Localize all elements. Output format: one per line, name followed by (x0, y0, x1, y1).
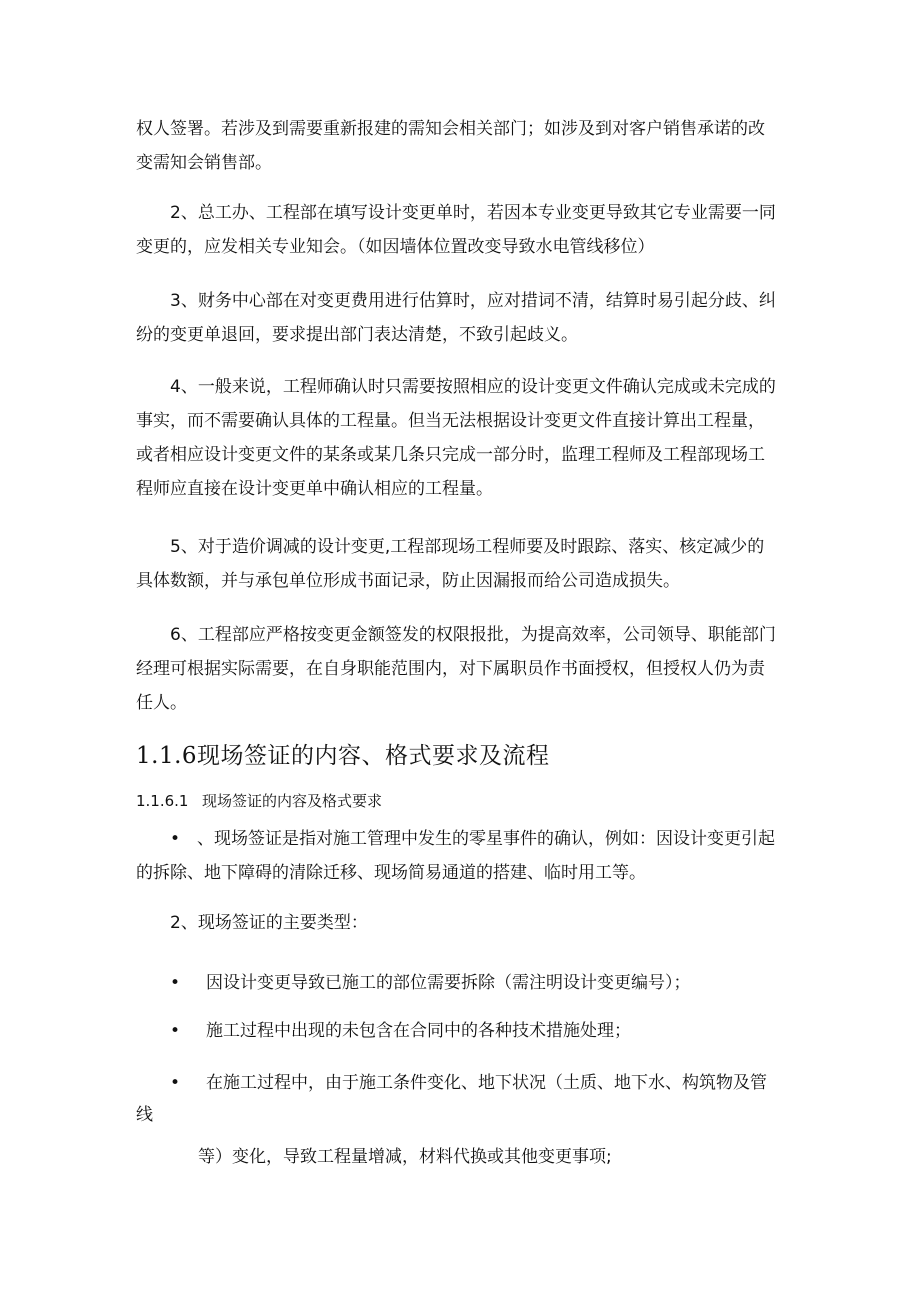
bullet-icon: • (170, 973, 181, 993)
signature-definition-paragraph: • 、现场签证是指对施工管理中发生的零星事件的确认，例如：因设计变更引起的拆除、地下障碍的清除迁移、现场简易通道的搭建、临时用工等。 (136, 829, 776, 883)
subsection-number: 1.1.6.1 (136, 792, 189, 810)
signature-types-heading: 2、现场签证的主要类型： (170, 913, 368, 933)
paragraph-item-3: 3、财务中心部在对变更费用进行估算时，应对措词不清，结算时易引起分歧、纠纷的变更单退回，要求提出部门表达清楚，不致引起歧义。 (136, 291, 776, 345)
bullet-icon: • (170, 1021, 181, 1041)
paragraph-continuation: 权人签署。若涉及到需要重新报建的需知会相关部门；如涉及到对客户销售承诺的改变需知会销售部。 (136, 119, 765, 173)
paragraph-item-2: 2、总工办、工程部在填写设计变更单时，若因本专业变更导致其它专业需要一同变更的，应发相关专业知会。（如因墙体位置改变导致水电管线移位） (136, 203, 776, 257)
list-item-text: 在施工过程中，由于施工条件变化、地下状况（土质、地下水、构筑物及管 (206, 1073, 767, 1093)
paragraph-item-5: 5、对于造价调减的设计变更,工程部现场工程师要及时跟踪、落实、核定减少的具体数额，并与承包单位形成书面记录，防止因漏报而给公司造成损失。 (136, 537, 765, 591)
section-heading: 1.1.6现场签证的内容、格式要求及流程 (136, 743, 550, 769)
list-item-wrap-text: 线 (136, 1105, 153, 1125)
list-item-text: 施工过程中出现的未包含在合同中的各种技术措施处理； (206, 1021, 631, 1041)
paragraph-item-6: 6、工程部应严格按变更金额签发的权限报批，为提高效率，公司领导、职能部门经理可根据实际需要，在自身职能范围内，对下属职员作书面授权，但授权人仍为责任人。 (136, 625, 776, 713)
list-item-continuation-text: 等）变化，导致工程量增减，材料代换或其他变更事项; (198, 1147, 612, 1167)
paragraph-item-4: 4、一般来说，工程师确认时只需要按照相应的设计变更文件确认完成或未完成的事实，而不需要确认具体的工程量。但当无法根据设计变更文件直接计算出工程量，或者相应设计变更文件的某条或某几条只完成一部分时，监理工程师及工程部现场工程师应直接在设计变更单中确认相应的工程量。 (136, 377, 776, 499)
list-item-wrap (136, 1098, 776, 1132)
list-item-text: 因设计变更导致已施工的部位需要拆除（需注明设计变更编号）； (206, 973, 691, 993)
subsection-title: 现场签证的内容及格式要求 (202, 792, 383, 810)
subsection-heading (136, 788, 382, 814)
bullet-icon: • (170, 1073, 181, 1093)
